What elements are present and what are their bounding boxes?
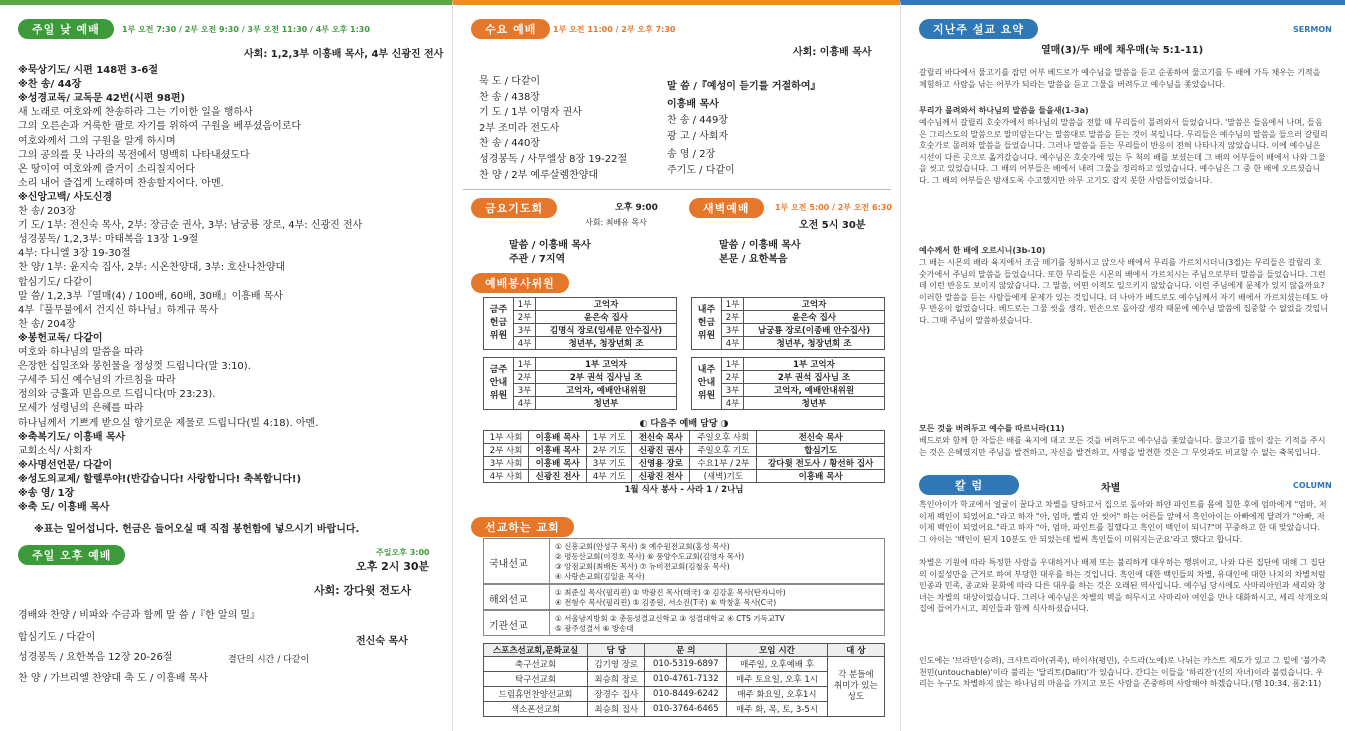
support-cell: 축구선교회 [484,657,588,672]
duty-cell: 수요1부 / 2부 [690,456,757,469]
mission-title: 선교하는 교회 [471,517,574,537]
support-cell: 색소폰선교회 [484,702,588,717]
sermon-paragraph: 모든 것을 버려두고 예수를 따르니라(11) [919,424,1065,433]
support-cell: 매주 화, 목, 토, 3-5시 [727,702,827,717]
duty-cell: 신광진 전사 [529,469,587,482]
order-line: 정의와 긍휼과 믿음으로 드립니다(마 23:23). [18,389,216,401]
duty-cell: 이흥배 목사 [529,443,587,456]
dawn-line-1: 말씀 / 이흥배 목사 [719,240,801,251]
support-cell: 탁구선교회 [484,672,588,687]
volunteer-part: 1부 [514,298,536,311]
volunteer-part: 3부 [722,384,744,397]
volunteer-group-label: 내주 안내 위원 [692,358,722,410]
order-line: 여호와께서 그의 구원을 알게 하시며 [18,135,176,147]
mission-item: ③ 앙점교회(최배돈 목사) ⑦ 뉴비젼교회(김철웅 목사) [555,562,730,571]
order-line: 그의 공의를 뭇 나라의 목전에서 명백히 나타내셨도다 [18,149,250,161]
column-paragraph: 차별은 기원에 따라 특정한 사람을 우대하거나 배제 또는 불리하게 대우하는 행위이고, 나와 다른 집단에 대해 그 집단의 이질성만을 근거로 하여 부당한 대우를 하는 것입니다. 흑인에 대한 백인들의 차별, 유대인에 대한 나치의 차별처럼 인종과 민족, 종교와 문화에 따라 다른 대우를 하는 것은 오래된 역사입니다. 예수님 당시에도 사마리아인과 세리와 창녀는 차별의 대상이었습니다. 그러나 예수님은 차별의 벽을 허무시고 사마리아 여인을 만나 대화하시고, 세리 삭개오의 집에 들어가시고, 죄인들과 함께 식사하셨습니다. [919,558,1329,613]
duty-cell: 강다윗 전도사 / 황선하 집사 [757,456,885,469]
order-line: 4부『풀무불에서 건지신 하나님』하계규 목사 [18,304,219,316]
order-line: 구세주 되신 예수님의 가르침을 따라 [18,375,176,387]
sunday-service-column [0,0,452,731]
support-cell: 최승희 집사 [588,702,645,717]
friday-prayer-title: 금요기도회 [471,198,557,218]
duty-cell: 신영용 장로 [632,456,690,469]
afternoon-service-host: 사회: 강다윗 전도사 [314,584,412,597]
wednesday-right-line: 주기도 / 다같이 [667,165,735,176]
wednesday-right-line: 이흥배 목사 [667,99,719,110]
support-cell: 매주 화요일, 오후1시 [727,687,827,702]
volunteer-part: 4부 [722,337,744,350]
volunteer-name: 1부 고억자 [744,358,885,371]
afternoon-service-title: 주일 오후 예배 [18,545,125,565]
duty-cell: (새벽)기도 [690,469,757,482]
order-line: 새 노래로 여호와께 찬송하라 그는 기이한 일을 행하사 [18,107,253,119]
volunteer-name: 2부 권석 집사님 조 [536,371,677,384]
order-line: 여호와 하나님의 말씀을 따라 [18,347,144,358]
order-line: ※신앙고백/ 사도신경 [18,191,113,203]
afternoon-line-2: 합심기도 / 다같이 [18,632,96,643]
volunteer-name: 남궁룡 장로(이종배 안수집사) [744,324,885,337]
sermon-column [900,0,1345,731]
afternoon-decision: 결단의 시간 / 다같이 [228,655,310,665]
service-volunteers-title: 예배봉사위원 [471,273,569,293]
duty-cell: 3부 기도 [587,456,632,469]
order-line: 은장한 십일조와 봉헌물을 정성껏 드립니다(말 3:10). [18,361,251,373]
duty-heading: ◐ 다음주 예배 담당 ◑ [639,419,729,430]
support-header: 스포츠선교회,문화교실 [484,644,588,657]
volunteer-name: 1부 고억자 [536,358,677,371]
service-volunteer-table [483,357,677,410]
mission-label: 국내선교 [489,559,528,570]
volunteer-part: 2부 [514,371,536,384]
wednesday-left-line: 묵 도 / 다같이 [479,76,541,87]
dawn-line-2: 본문 / 요한복음 [719,254,788,265]
column-heading: 차별 [1101,483,1121,494]
wednesday-left-line: 찬 송 / 440장 [479,138,540,150]
weekday-service-column [452,0,900,731]
wednesday-left-line: 성경봉독 / 사무엘상 8장 19-22절 [479,154,628,165]
support-cell: 010-8449-6242 [645,687,727,702]
volunteer-part: 2부 [514,311,536,324]
dawn-service-title: 새벽예배 [689,198,764,218]
duty-cell: 신광진 전사 [632,469,690,482]
volunteer-part: 1부 [722,358,744,371]
sermon-paragraph: 그 배는 시몬의 배라 육지에서 조금 떼기를 청하시고 앉으사 배에서 무리를 가르치시더니(3절)는 무리들은 갈릴리 호숫가에서 주님의 말씀을 들었습니다. 또한 무리들은 시몬의 배에서 가르치시는 주님으로부터 말씀을 들었습니다. 그런데 이런 반응도 보이지 않았습니다. 그 말씀, 어떤 이적도 일으키지 않았습니다. 이런 주님에게 문제가 있지 않을까요? 이러한 말씀을 듣는 사람들에게 문제가 있는 것입니다. 더 나아가 베드로도 예수님께서 자기 배에서 가르치셨는데도 아무 반응이 없었습니다. 베드로는 그물 씻을 생각, 빈손으로 돌아갈 생각 때문에 예수님 말씀에 집중할 수 없었을 것입니다. 그때 주님이 말씀하셨습니다. [919,258,1329,325]
duty-cell: 이흥배 목사 [757,469,885,482]
wednesday-service-host: 사회: 이흥배 목사 [793,47,872,58]
order-line: 교회소식/ 사회자 [18,445,93,457]
duty-cell: 주일오후 기도 [690,443,757,456]
volunteer-part: 3부 [514,384,536,397]
service-volunteer-table [483,297,677,350]
sermon-tag: SERMON [1293,25,1332,34]
order-line: 소리 내어 즐겁게 노래하며 찬송할지어다. 아멘. [18,177,224,189]
dawn-service-times: 1부 오전 5:00 / 2부 오전 6:30 [775,203,892,212]
mission-item: ① 최준실 목사(필리핀) ② 박광진 목사(태국) ③ 김강훈 목사(탄자니아) [555,588,786,597]
sunday-note: ※표는 일어섭니다. 헌금은 들어오실 때 직접 봉헌함에 넣으시기 바랍니다. [34,524,360,535]
afternoon-preacher: 전신숙 목사 [356,636,408,647]
sunday-service-title: 주일 낮 예배 [18,19,114,39]
duty-cell: 1부 사회 [484,430,529,443]
mission-item: ④ 사랑손교회(김일윤 목사) [555,572,645,581]
duty-cell: 4부 기도 [587,469,632,482]
order-line: 합심기도/ 다같이 [18,276,93,288]
support-cell: 010-3764-6465 [645,702,727,717]
mission-item: ① 서울남지방회 ② 총동성결교신학교 ③ 성결대학교 ④ CTS 기독교TV [555,614,785,623]
friday-prayer-time: 오후 9:00 [615,203,658,213]
volunteer-name: 윤은숙 집사 [744,311,885,324]
sunday-service-host: 사회: 1,2,3부 이흥배 목사, 4부 신광진 전사 [244,49,444,60]
order-line: 온 땅이여 여호와께 즐거이 소리칠지어다 [18,163,195,175]
duty-cell: 전신숙 목사 [632,430,690,443]
support-header: 대 상 [827,644,884,657]
support-cell: 010-5319-6897 [645,657,727,672]
mission-item: ⑤ 광주성결서 ⑥ 방송대 [555,624,634,633]
mission-item: ④ 전형수 목사(필리핀) ⑤ 김종원, 서소진(T국) ⑥ 박창훈 목사(C국) [555,598,777,607]
sermon-summary-title: 지난주 설교 요약 [919,19,1038,39]
duty-cell: 4부 사회 [484,469,529,482]
support-target: 각 분들에 취미가 있는 성도 [827,657,884,717]
order-line: ※송 영/ 1장 [18,488,75,499]
sermon-paragraph: 예수님께서 갈릴리 호숫가에서 하나님의 말씀을 전할 때 무리들이 몰려와서 들었습니다. '말씀은 들음에서 나며, 들음은 그리스도의 말씀으로 말미암는다'는 말씀대로 말씀을 듣는 것이 복입니다. 무리들은 예수님의 말씀을 들으러 갈릴리 호숫가로 몰려와 말씀을 들었습니다. 그러나 말씀을 듣는 무리들이 반응이 전혀 나타나지 않았습니다. 이에 예수님은 시선이 다른 곳으로 옮겨갔습니다. 예수님은 호숫가에 있는 두 척의 배를 보셨는데 그 배의 어부들이 배에서 나와 그물을 씻고 있었습니다. 그 배의 어부들은 배에서 내려 그물을 정리하고 있었습니다. 예수님은 그 중 한 배에 오르셨습니다. 그 배의 어부들은 밤새도록 수고했지만 아무 고기도 잡지 못한 사람들이었습니다. [919,118,1328,185]
order-line: 모세가 성령님의 은혜를 따라 [18,403,144,415]
sunday-service-times: 1부 오전 7:30 / 2부 오전 9:30 / 3부 오전 11:30 / 4부 오후 1:30 [122,25,370,34]
volunteer-part: 4부 [514,337,536,350]
order-line: ※축복기도/ 이흥배 목사 [18,431,126,443]
afternoon-line-1: 경배와 찬양 / 비파와 수금과 함께 말 씀 /『한 알의 밀』 [18,610,261,621]
volunteer-name: 청년부 [744,397,885,410]
friday-prayer-line-1: 말씀 / 이흥배 목사 [509,240,591,251]
sports-mission-table [483,643,885,717]
volunteer-name: 2부 권석 집사님 조 [744,371,885,384]
duty-cell: 이흥배 목사 [529,430,587,443]
afternoon-line-3: 성경봉독 / 요한복음 12장 20-26절 [18,652,173,663]
duty-cell: 이흥배 목사 [529,456,587,469]
mission-divider [549,584,550,610]
volunteer-part: 4부 [514,397,536,410]
duty-cell: 신광진 권사 [632,443,690,456]
volunteer-name: 청년부, 청장년회 조 [744,337,885,350]
service-volunteer-table [691,357,885,410]
volunteer-part: 3부 [722,324,744,337]
duty-footer: 1월 식사 봉사 - 사라 1 / 2나님 [624,484,744,495]
order-line: ※성도의교제/ 할렐루야!(반갑습니다! 사랑합니다! 축복합니다!) [18,473,302,485]
support-cell: 매주일, 오후예배 후 [727,657,827,672]
support-header: 모임 시간 [727,644,827,657]
volunteer-part: 2부 [722,371,744,384]
volunteer-name: 윤은숙 집사 [536,311,677,324]
order-line: ※사명선언문/ 다같이 [18,459,113,471]
wednesday-left-line: 2부 조미라 전도사 [479,122,560,134]
sermon-paragraph: 무리가 몰려와서 하나님의 말씀을 들을새(1-3a) [919,106,1089,115]
mission-item: ① 신흥교회(안성구 목사) ⑤ 예수원전교회(홍성 목사) [555,542,730,551]
wednesday-service-times: 1부 오전 11:00 / 2부 오후 7:30 [553,25,676,34]
afternoon-service-time: 오후 2시 30분 [356,560,430,573]
mission-item: ② 평동산교회(이정호 목사) ⑥ 풍양수도교회(김영자 목사) [555,552,745,561]
order-line: 성경봉독/ 1,2,3부: 마태복음 13장 1-9절 [18,234,199,246]
volunteer-part: 1부 [722,298,744,311]
volunteer-name: 고억자 [744,298,885,311]
sermon-paragraph: 예수께서 한 배에 오르시니(3b-10) [919,246,1046,255]
column-paragraph: 인도에는 '브라만'(승려), 크샤트리아(귀족), 바이샤(평민), 수드라(노예)로 나뉘는 카스트 제도가 있고 그 밑에 '불가촉천민(untouchable)'이라 불리는 '달리트(Dalit)'가 있습니다. 간디는 이들을 '하리잔'(신의 자녀)이라 불렀습니다. 우리는 누구도 차별하지 않는 하나님의 마음을 가지고 모든 사람을 존중하며 사랑해야 하겠습니다.(행 10:34, 롬2:11) [919,656,1327,688]
mission-divider [549,538,550,584]
support-cell: 매주 토요일, 오후 1시 [727,672,827,687]
volunteer-name: 고억자, 예배안내위원 [744,384,885,397]
column-title: 칼 럼 [919,475,1019,495]
support-cell: 김기영 장로 [588,657,645,672]
order-line: 하나님께서 기쁘게 받으실 향기로운 제물로 드립니다(빌 4:18). 아멘. [18,417,319,429]
volunteer-part: 3부 [514,324,536,337]
column-paragraph: 흑인아이가 학교에서 얼굴이 꿀다고 차별을 당하고서 집으로 돌아와 하얀 파인트를 몸에 칠한 후에 엄마에게 "엄마, 저 이제 백인이 되었어요."라고 하자 "아, 엄마, 빨리 안 씻어" 하는 어른들 앞에서 흑인아이는 아빠에게 달려가 "아빠, 저 이제 백인이 되었어요."라고 하자 "아, 엄마, 파인트를 칠했다고 흑인이 백인이 되니?"며 꾸중하고 한 대 맞았습니다. 그 아이는 '백인이 된지 10분도 안 되었는데 벌써 흑인들이 미워지는군요'라고 했다고 합니다. [919,500,1327,544]
volunteer-part: 2부 [722,311,744,324]
wednesday-right-line: 송 영 / 2장 [667,149,716,160]
support-header: 문 의 [645,644,727,657]
wednesday-right-line: 말 씀 /『예성이 듣기를 거절하여』 [667,81,821,92]
duty-cell: 1부 기도 [587,430,632,443]
dawn-service-time: 오전 5시 30분 [799,220,866,231]
order-line: 기 도/ 1부: 전신숙 목사, 2부: 장금순 권사, 3부: 남궁룡 장로, 4부: 신광진 전사 [18,220,363,232]
volunteer-name: 청년부 [536,397,677,410]
duty-cell: 2부 사회 [484,443,529,456]
order-line: 말 씀/ 1,2,3부『열매(4) / 100배, 60배, 30배』이흥배 목사 [18,290,284,302]
duty-cell: 전신숙 목사 [757,430,885,443]
order-line: ※성경교독/ 교독문 42번(시편 98편) [18,93,186,105]
wednesday-right-line: 찬 송 / 449장 [667,115,728,126]
support-cell: 드림휴먼찬양선교회 [484,687,588,702]
wednesday-right-line: 광 고 / 사회자 [667,131,729,142]
support-cell: 장경수 집사 [588,687,645,702]
order-line: ※봉헌교독/ 다같이 [18,332,103,344]
volunteer-group-label: 내주 헌금 위원 [692,298,722,350]
volunteer-name: 청년부, 청장년회 조 [536,337,677,350]
sermon-paragraph: 갈릴리 바다에서 물고기를 잡던 어부 베드로가 예수님을 말씀을 듣고 순종하여 물고기를 두 배에 가득 채우는 기적을 체험하고 사람을 낚는 어부가 되라는 말씀을 듣고 그물을 버려두고 예수님을 좇았습니다. [919,68,1321,89]
mission-label: 해외선교 [489,595,528,606]
afternoon-line-4: 찬 양 / 가브리엘 찬양대 축 도 / 이흥배 목사 [18,673,208,684]
support-cell: 최승희 장로 [588,672,645,687]
order-line: 4부: 다니엘 3장 19-30절 [18,248,131,260]
mission-label: 기관선교 [489,621,528,632]
order-line: ※축 도/ 이흥배 목사 [18,502,110,514]
order-line: 찬 양/ 1부: 윤지숙 집사, 2부: 시온찬양대, 3부: 호산나찬양대 [18,262,286,274]
friday-prayer-host: 사회: 최배유 목사 [585,218,647,227]
friday-prayer-line-2: 주관 / 7지역 [509,254,566,265]
order-line: 찬 송/ 204장 [18,318,76,330]
next-week-duty-table [483,416,885,495]
duty-cell: 합심기도 [757,443,885,456]
column-tag: COLUMN [1293,481,1332,490]
volunteer-group-label: 금주 안내 위원 [484,358,514,410]
order-line: ※찬 송/ 44장 [18,79,82,91]
afternoon-service-sub: 주일오후 3:00 [376,548,430,557]
wednesday-service-title: 수요 예배 [471,19,550,39]
duty-cell: 2부 기도 [587,443,632,456]
order-line: 찬 송/ 203장 [18,206,76,217]
sermon-paragraph: 베드로와 함께 한 자들은 배를 육지에 대고 모든 것을 버려두고 예수님을 좇았습니다. 물고기를 많이 잡는 기적을 주시는 것은 은혜였지만 주님을 발견하고, 자신을 발견하고, 사명을 발견한 것은 그 무엇과도 비교할 수 없는 축복입니다. [919,436,1326,457]
volunteer-part: 4부 [722,397,744,410]
volunteer-group-label: 금주 헌금 위원 [484,298,514,350]
volunteer-name: 김명식 장로(임세문 안수집사) [536,324,677,337]
order-line: 그의 오른손과 거룩한 팔로 자기를 위하여 구원을 베푸셨음이로다 [18,121,302,133]
support-header: 담 당 [588,644,645,657]
duty-cell: 주일오후 사회 [690,430,757,443]
volunteer-part: 1부 [514,358,536,371]
order-line: ※묵상기도/ 시편 148편 3-6절 [18,65,159,76]
duty-cell: 3부 사회 [484,456,529,469]
service-volunteer-table [691,297,885,350]
support-cell: 010-4761-7132 [645,672,727,687]
volunteer-name: 고억자, 예배안내위원 [536,384,677,397]
mission-divider [549,610,550,636]
sermon-heading: 열매(3)/두 배에 채우매(눅 5:1-11) [1041,45,1204,56]
wednesday-left-line: 찬 송 / 438장 [479,91,540,103]
volunteer-name: 고억자 [536,298,677,311]
wednesday-left-line: 찬 양 / 2부 예루살렘찬양대 [479,169,599,181]
wednesday-left-line: 기 도 / 1부 이명자 권사 [479,107,582,119]
